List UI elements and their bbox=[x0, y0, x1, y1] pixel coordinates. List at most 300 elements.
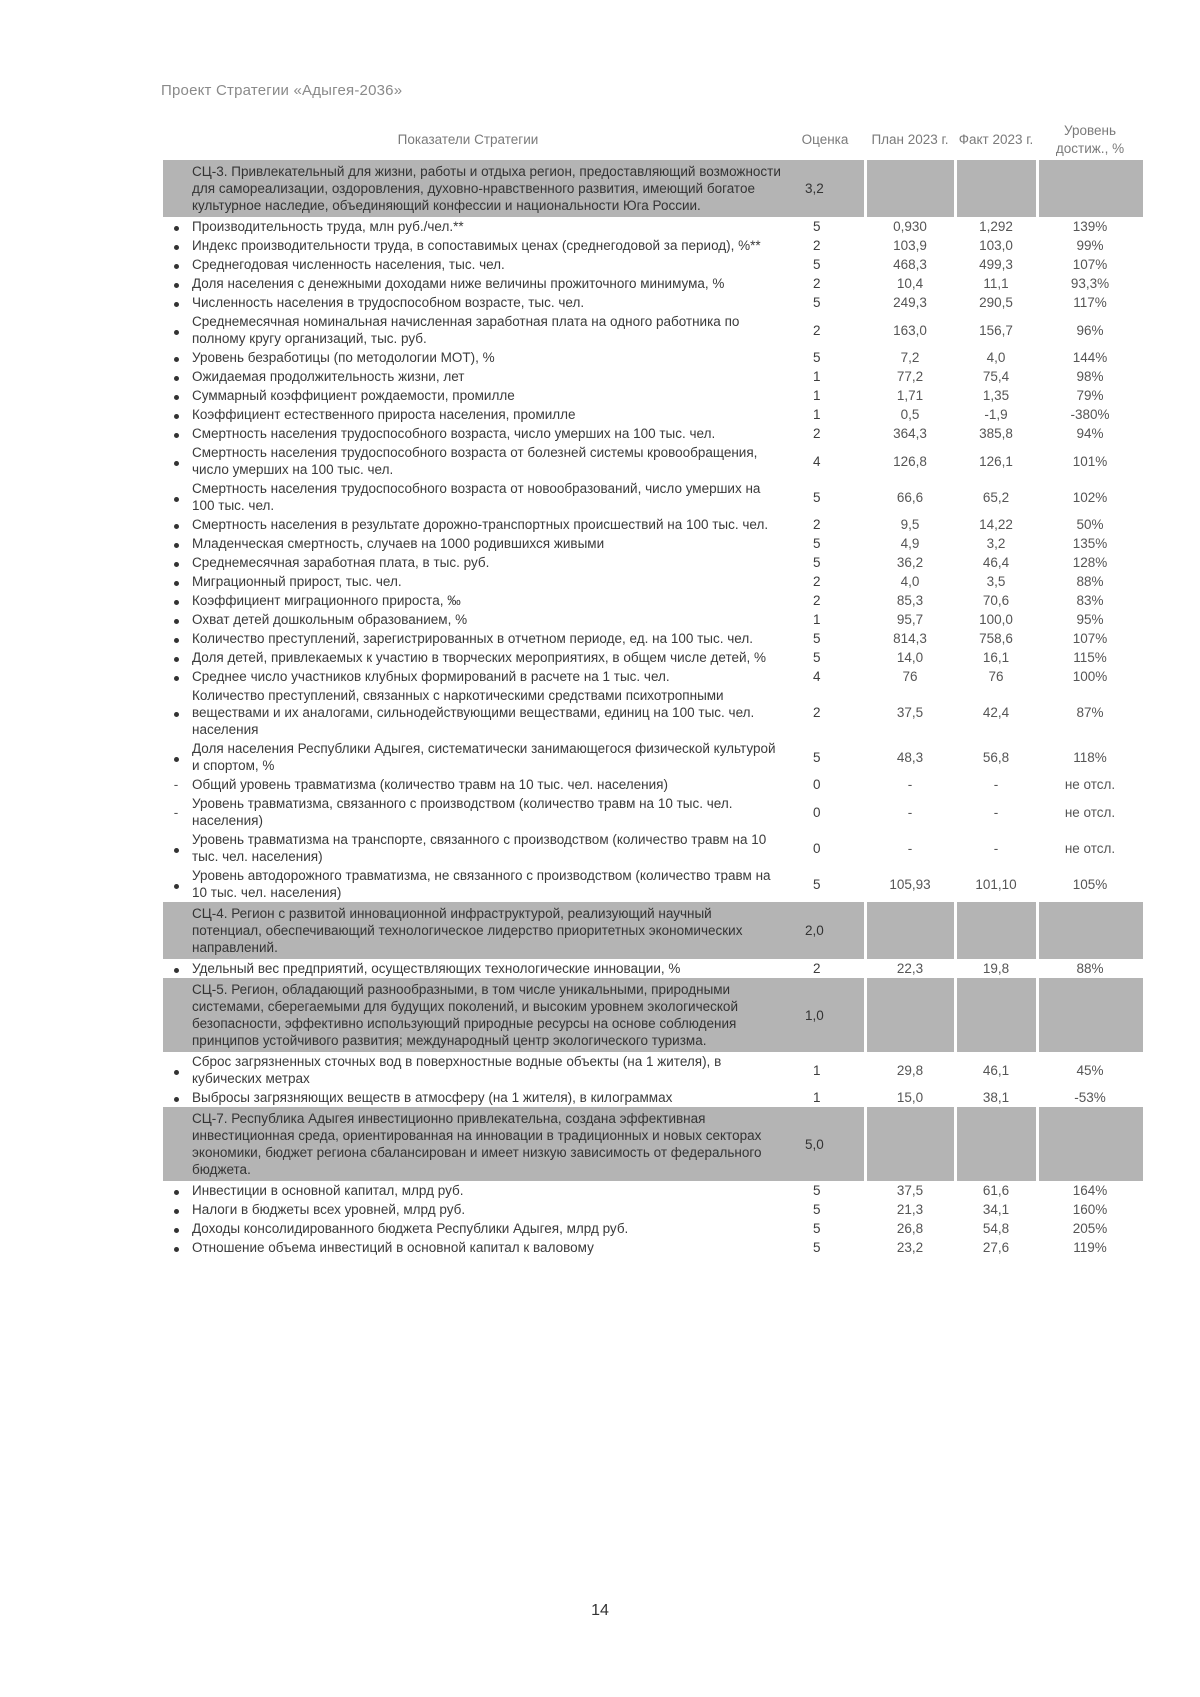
indicator-row bbox=[163, 610, 1143, 629]
table-header-row bbox=[163, 120, 1143, 160]
indicator-score: 4 bbox=[813, 669, 821, 684]
indicator-label: Производительность труда, млн руб./чел.** bbox=[192, 219, 464, 234]
indicator-fact: 290,5 bbox=[979, 295, 1013, 310]
goal-row bbox=[163, 160, 1143, 217]
row-marker-cell bbox=[163, 572, 189, 591]
row-marker-cell bbox=[163, 739, 189, 775]
indicator-score: 2 bbox=[813, 574, 821, 589]
indicator-score: 5 bbox=[813, 536, 821, 551]
indicator-score: 5 bbox=[813, 257, 821, 272]
indicator-fact: 11,1 bbox=[983, 276, 1009, 291]
indicator-fact: 156,7 bbox=[979, 322, 1013, 338]
goal-marker-cell bbox=[163, 1107, 189, 1181]
indicator-level: 99% bbox=[1076, 238, 1104, 253]
indicator-score: 0 bbox=[813, 777, 821, 792]
header-level: Уровень достиж., % bbox=[1055, 123, 1125, 156]
indicator-fact: 3,2 bbox=[986, 536, 1006, 551]
indicator-fact: 499,3 bbox=[979, 257, 1013, 272]
bullet-marker bbox=[174, 968, 179, 973]
bullet-marker bbox=[174, 657, 179, 662]
indicator-fact: 19,8 bbox=[982, 961, 1010, 976]
indicator-plan: - bbox=[907, 804, 913, 820]
indicator-plan: 4,9 bbox=[900, 536, 920, 551]
indicator-level: 50% bbox=[1076, 517, 1104, 532]
indicator-plan: 364,3 bbox=[893, 426, 927, 441]
indicator-plan: 77,2 bbox=[896, 369, 924, 384]
indicator-label: Миграционный прирост, тыс. чел. bbox=[192, 574, 402, 589]
bullet-marker bbox=[174, 884, 179, 889]
indicator-row bbox=[163, 405, 1143, 424]
indicator-plan: 37,5 bbox=[896, 705, 924, 720]
indicator-score: 5 bbox=[813, 1221, 821, 1236]
goal-title: СЦ-5. Регион, обладающий разнообразными, в том числе уникальными, природными системами, сберегаемыми для будущих поколений, и высоким уровнем экологической безопасности, эффективно использующий природные ресурсы на основе соблюдения принципов устойчивого развития; международный центр экологического туризма. bbox=[189, 978, 785, 1052]
indicator-level: 160% bbox=[1072, 1202, 1108, 1217]
indicator-fact: 1,35 bbox=[982, 388, 1010, 403]
row-marker-cell bbox=[163, 648, 189, 667]
indicator-plan: 814,3 bbox=[893, 631, 927, 646]
indicator-score: 1 bbox=[813, 1090, 821, 1105]
strategy-indicators-table bbox=[163, 120, 1143, 1257]
indicator-label: Сброс загрязненных сточных вод в поверхностные водные объекты (на 1 жителя), в кубических метрах bbox=[192, 1054, 722, 1086]
indicator-score: 1 bbox=[813, 407, 821, 422]
indicator-fact: -1,9 bbox=[984, 407, 1008, 422]
indicator-level: 93,3% bbox=[1070, 276, 1110, 291]
table-body bbox=[163, 160, 1143, 1257]
indicator-label: Суммарный коэффициент рождаемости, промилле bbox=[192, 388, 515, 403]
goal-title: СЦ-3. Привлекательный для жизни, работы и отдыха регион, предоставляющий возможности для самореализации, оздоровления, духовно-нравственного развития, имеющий богатое культурное наследие, объединяющий конфессии и национальности Юга России. bbox=[189, 160, 785, 217]
indicator-score: 1 bbox=[813, 1062, 821, 1078]
goal-marker-cell bbox=[163, 160, 189, 217]
bullet-marker bbox=[174, 395, 179, 400]
row-marker-cell bbox=[163, 405, 189, 424]
row-marker-cell bbox=[163, 1088, 189, 1107]
indicator-plan: 7,2 bbox=[900, 350, 920, 365]
row-marker-cell bbox=[163, 255, 189, 274]
indicator-fact: 14,22 bbox=[979, 517, 1013, 532]
indicator-label: Доля населения Республики Адыгея, систематически занимающегося физической культурой и спортом, % bbox=[192, 741, 776, 773]
indicator-plan: - bbox=[907, 777, 913, 792]
row-marker-cell bbox=[163, 293, 189, 312]
indicator-row bbox=[163, 739, 1143, 775]
indicator-plan: 468,3 bbox=[893, 257, 927, 272]
indicator-label: Уровень безработицы (по методологии МОТ), % bbox=[192, 350, 495, 365]
bullet-marker bbox=[174, 376, 179, 381]
document-header: Проект Стратегии «Адыгея-2036» bbox=[161, 82, 403, 99]
indicator-label: Налоги в бюджеты всех уровней, млрд руб. bbox=[192, 1202, 466, 1217]
indicator-plan: 66,6 bbox=[896, 489, 924, 505]
indicator-plan: 36,2 bbox=[896, 555, 924, 570]
indicator-label: Коэффициент миграционного прироста, ‰ bbox=[192, 593, 461, 608]
row-marker-cell bbox=[163, 1181, 189, 1200]
indicator-fact: 54,8 bbox=[982, 1221, 1010, 1236]
row-marker-cell bbox=[163, 775, 189, 794]
header-plan: План 2023 г. bbox=[871, 132, 949, 147]
goal-score: 1,0 bbox=[785, 978, 865, 1052]
row-marker-cell bbox=[163, 794, 189, 830]
indicator-score: 5 bbox=[813, 631, 821, 646]
indicator-row bbox=[163, 1088, 1143, 1107]
indicator-level: 79% bbox=[1076, 388, 1104, 403]
indicator-row bbox=[163, 1052, 1143, 1088]
indicator-level: 144% bbox=[1072, 350, 1108, 365]
indicator-fact: 42,4 bbox=[982, 705, 1010, 720]
indicator-plan: 23,2 bbox=[896, 1240, 924, 1255]
bullet-marker bbox=[174, 619, 179, 624]
row-marker-cell bbox=[163, 830, 189, 866]
indicator-fact: 27,6 bbox=[982, 1240, 1010, 1255]
indicator-label: Общий уровень травматизма (количество травм на 10 тыс. чел. населения) bbox=[192, 777, 668, 792]
row-marker-cell bbox=[163, 1219, 189, 1238]
goal-level-cell bbox=[1037, 978, 1143, 1052]
row-marker-cell bbox=[163, 591, 189, 610]
indicator-row bbox=[163, 515, 1143, 534]
indicator-level: 45% bbox=[1076, 1062, 1104, 1078]
indicator-label: Смертность населения трудоспособного возраста от болезней системы кровообращения, число умерших на 100 тыс. чел. bbox=[192, 445, 758, 477]
indicator-plan: 14,0 bbox=[896, 650, 924, 665]
indicator-row bbox=[163, 1200, 1143, 1219]
indicator-level: 101% bbox=[1072, 453, 1108, 469]
header-fact: Факт 2023 г. bbox=[958, 132, 1034, 147]
bullet-marker bbox=[174, 543, 179, 548]
indicator-label: Удельный вес предприятий, осуществляющих технологические инновации, % bbox=[192, 961, 681, 976]
indicator-score: 5 bbox=[813, 1183, 821, 1198]
indicator-score: 2 bbox=[813, 276, 821, 291]
indicator-level: 95% bbox=[1076, 612, 1104, 627]
indicator-row bbox=[163, 386, 1143, 405]
row-marker-cell bbox=[163, 667, 189, 686]
goal-row bbox=[163, 1107, 1143, 1181]
indicator-score: 2 bbox=[813, 705, 821, 720]
indicator-plan: 15,0 bbox=[896, 1090, 924, 1105]
indicator-plan: 126,8 bbox=[893, 453, 927, 469]
bullet-marker bbox=[174, 1247, 179, 1252]
indicator-row bbox=[163, 794, 1143, 830]
indicator-row bbox=[163, 274, 1143, 293]
indicator-row bbox=[163, 424, 1143, 443]
indicator-level: 88% bbox=[1076, 961, 1104, 976]
row-marker-cell bbox=[163, 1052, 189, 1088]
indicator-plan: 26,8 bbox=[896, 1221, 924, 1236]
goal-marker-cell bbox=[163, 902, 189, 959]
indicator-row bbox=[163, 1219, 1143, 1238]
bullet-marker bbox=[174, 1190, 179, 1195]
indicator-score: 5 bbox=[813, 749, 821, 765]
indicator-plan: 85,3 bbox=[896, 593, 924, 608]
row-marker-cell bbox=[163, 534, 189, 553]
indicator-row bbox=[163, 648, 1143, 667]
row-marker-cell bbox=[163, 959, 189, 978]
bullet-marker bbox=[174, 264, 179, 269]
indicator-fact: 758,6 bbox=[979, 631, 1013, 646]
indicator-plan: 29,8 bbox=[896, 1062, 924, 1078]
row-marker-cell bbox=[163, 866, 189, 902]
bullet-marker bbox=[174, 357, 179, 362]
bullet-marker bbox=[174, 581, 179, 586]
indicator-plan: 103,9 bbox=[893, 238, 927, 253]
indicator-plan: 0,930 bbox=[893, 219, 927, 234]
row-marker-cell bbox=[163, 610, 189, 629]
indicator-plan: 249,3 bbox=[893, 295, 927, 310]
indicator-label: Охват детей дошкольным образованием, % bbox=[192, 612, 468, 627]
goal-score: 5,0 bbox=[785, 1107, 865, 1181]
indicator-row bbox=[163, 367, 1143, 386]
indicator-level: 119% bbox=[1073, 1240, 1107, 1255]
indicator-label: Уровень автодорожного травматизма, не связанного с производством (количество травм на 10 тыс. чел. населения) bbox=[192, 868, 771, 900]
indicator-row bbox=[163, 572, 1143, 591]
indicator-level: 139% bbox=[1072, 219, 1108, 234]
dash-marker: - bbox=[173, 804, 179, 820]
indicator-level: 105% bbox=[1072, 876, 1108, 892]
indicator-row bbox=[163, 293, 1143, 312]
indicator-label: Уровень травматизма, связанного с производством (количество травм на 10 тыс. чел. населения) bbox=[192, 796, 733, 828]
indicator-plan: 21,3 bbox=[896, 1202, 924, 1217]
indicator-score: 4 bbox=[813, 453, 821, 469]
indicator-label: Индекс производительности труда, в сопоставимых ценах (среднегодовой за период), %** bbox=[192, 238, 761, 253]
indicator-score: 5 bbox=[813, 876, 821, 892]
indicator-level: не отсл. bbox=[1064, 840, 1116, 856]
indicator-row bbox=[163, 629, 1143, 648]
indicator-row bbox=[163, 1181, 1143, 1200]
indicator-score: 2 bbox=[813, 593, 821, 608]
indicator-row bbox=[163, 866, 1143, 902]
indicator-row bbox=[163, 443, 1143, 479]
bullet-marker bbox=[174, 1209, 179, 1214]
indicator-level: 128% bbox=[1072, 555, 1108, 570]
indicator-level: 94% bbox=[1076, 426, 1104, 441]
indicator-level: 83% bbox=[1076, 593, 1104, 608]
indicator-score: 2 bbox=[813, 961, 821, 976]
row-marker-cell bbox=[163, 686, 189, 739]
indicator-fact: 16,1 bbox=[982, 650, 1010, 665]
indicator-label: Коэффициент естественного прироста населения, промилле bbox=[192, 407, 576, 422]
indicator-level: 100% bbox=[1072, 669, 1108, 684]
indicator-plan: 22,3 bbox=[896, 961, 924, 976]
indicator-level: 164% bbox=[1072, 1183, 1108, 1198]
indicator-fact: 1,292 bbox=[979, 219, 1013, 234]
goal-fact-cell bbox=[955, 160, 1037, 217]
bullet-marker bbox=[174, 757, 179, 762]
indicator-label: Количество преступлений, зарегистрированных в отчетном периоде, ед. на 100 тыс. чел. bbox=[192, 631, 753, 646]
bullet-marker bbox=[174, 1228, 179, 1233]
indicator-plan: 4,0 bbox=[900, 574, 920, 589]
bullet-marker bbox=[174, 226, 179, 231]
indicator-level: 102% bbox=[1072, 489, 1108, 505]
indicator-score: 5 bbox=[813, 555, 821, 570]
indicator-row bbox=[163, 348, 1143, 367]
indicator-row bbox=[163, 312, 1143, 348]
indicator-score: 5 bbox=[813, 650, 821, 665]
row-marker-cell bbox=[163, 367, 189, 386]
row-marker-cell bbox=[163, 479, 189, 515]
row-marker-cell bbox=[163, 629, 189, 648]
indicator-row bbox=[163, 591, 1143, 610]
indicator-plan: - bbox=[907, 840, 913, 856]
indicator-label: Ожидаемая продолжительность жизни, лет bbox=[192, 369, 465, 384]
indicator-fact: 126,1 bbox=[979, 453, 1013, 469]
indicator-score: 5 bbox=[813, 489, 821, 505]
bullet-marker bbox=[174, 638, 179, 643]
bullet-marker bbox=[174, 1097, 179, 1102]
goal-plan-cell bbox=[865, 902, 955, 959]
goal-row bbox=[163, 978, 1143, 1052]
page-number: 14 bbox=[591, 1602, 609, 1619]
indicator-score: 5 bbox=[813, 295, 821, 310]
indicator-label: Смертность населения трудоспособного возраста от новообразований, число умерших на 100 тыс. чел. bbox=[192, 481, 761, 513]
indicator-label: Среднегодовая численность населения, тыс. чел. bbox=[192, 257, 505, 272]
indicator-level: 107% bbox=[1072, 631, 1108, 646]
indicator-level: 117% bbox=[1073, 295, 1107, 310]
bullet-marker bbox=[174, 245, 179, 250]
indicator-fact: 38,1 bbox=[982, 1090, 1010, 1105]
indicator-score: 2 bbox=[813, 517, 821, 532]
indicator-row bbox=[163, 534, 1143, 553]
dash-marker: - bbox=[173, 777, 179, 792]
bullet-marker bbox=[174, 283, 179, 288]
row-marker-cell bbox=[163, 553, 189, 572]
indicator-score: 1 bbox=[813, 388, 821, 403]
indicator-fact: 46,1 bbox=[982, 1062, 1010, 1078]
row-marker-cell bbox=[163, 386, 189, 405]
indicator-plan: 0,5 bbox=[900, 407, 920, 422]
row-marker-cell bbox=[163, 274, 189, 293]
bullet-marker bbox=[174, 461, 179, 466]
indicator-label: Количество преступлений, связанных с наркотическими средствами психотропными веществами и их аналогами, сильнодействующими веществами, единиц на 100 тыс. чел. населения bbox=[192, 688, 755, 737]
indicator-fact: 76 bbox=[988, 669, 1004, 684]
indicator-label: Среднемесячная заработная плата, в тыс. руб. bbox=[192, 555, 490, 570]
indicator-level: 87% bbox=[1076, 705, 1104, 720]
goal-plan-cell bbox=[865, 160, 955, 217]
indicator-label: Отношение объема инвестиций в основной капитал к валовому bbox=[192, 1240, 594, 1255]
indicator-label: Среднее число участников клубных формирований в расчете на 1 тыс. чел. bbox=[192, 669, 670, 684]
row-marker-cell bbox=[163, 515, 189, 534]
indicator-fact: 61,6 bbox=[982, 1183, 1010, 1198]
bullet-marker bbox=[174, 524, 179, 529]
row-marker-cell bbox=[163, 236, 189, 255]
indicator-level: 88% bbox=[1076, 574, 1104, 589]
indicator-fact: 34,1 bbox=[982, 1202, 1010, 1217]
goal-row bbox=[163, 902, 1143, 959]
indicator-label: Доля детей, привлекаемых к участию в творческих мероприятиях, в общем числе детей, % bbox=[192, 650, 767, 665]
indicator-row bbox=[163, 775, 1143, 794]
bullet-marker bbox=[174, 414, 179, 419]
indicator-score: 5 bbox=[813, 1240, 821, 1255]
indicator-row bbox=[163, 686, 1143, 739]
header-marker-cell bbox=[163, 120, 189, 160]
indicator-fact: 46,4 bbox=[982, 555, 1010, 570]
indicator-level: 118% bbox=[1073, 749, 1107, 765]
indicator-score: 5 bbox=[813, 219, 821, 234]
indicator-fact: 70,6 bbox=[982, 593, 1010, 608]
indicator-level: 205% bbox=[1072, 1221, 1108, 1236]
indicator-row bbox=[163, 667, 1143, 686]
bullet-marker bbox=[174, 1070, 179, 1075]
indicator-plan: 163,0 bbox=[893, 322, 927, 338]
indicator-score: 2 bbox=[813, 238, 821, 253]
indicator-row bbox=[163, 1238, 1143, 1257]
indicator-level: -380% bbox=[1070, 407, 1110, 422]
bullet-marker bbox=[174, 433, 179, 438]
indicator-label: Младенческая смертность, случаев на 1000 родившихся живыми bbox=[192, 536, 605, 551]
indicator-level: 135% bbox=[1072, 536, 1108, 551]
indicator-score: 0 bbox=[813, 804, 821, 820]
indicator-plan: 9,5 bbox=[900, 517, 920, 532]
bullet-marker bbox=[174, 676, 179, 681]
indicator-row bbox=[163, 217, 1143, 236]
indicator-score: 5 bbox=[813, 350, 821, 365]
indicator-score: 1 bbox=[813, 612, 821, 627]
goal-score: 2,0 bbox=[785, 902, 865, 959]
row-marker-cell bbox=[163, 312, 189, 348]
indicator-fact: - bbox=[993, 840, 999, 856]
indicator-fact: 3,5 bbox=[986, 574, 1006, 589]
indicator-plan: 48,3 bbox=[896, 749, 924, 765]
indicator-row bbox=[163, 553, 1143, 572]
indicator-label: Инвестиции в основной капитал, млрд руб. bbox=[192, 1183, 464, 1198]
bullet-marker bbox=[174, 562, 179, 567]
indicator-fact: 100,0 bbox=[979, 612, 1013, 627]
header-indicator: Показатели Стратегии bbox=[397, 132, 539, 147]
indicator-fact: 101,10 bbox=[975, 876, 1017, 892]
bullet-marker bbox=[174, 497, 179, 502]
bullet-marker bbox=[174, 712, 179, 717]
indicator-label: Среднемесячная номинальная начисленная заработная плата на одного работника по полному кругу организаций, тыс. руб. bbox=[192, 314, 740, 346]
indicator-fact: 4,0 bbox=[986, 350, 1006, 365]
indicator-row bbox=[163, 236, 1143, 255]
indicator-plan: 95,7 bbox=[896, 612, 924, 627]
bullet-marker bbox=[174, 330, 179, 335]
indicator-plan: 105,93 bbox=[889, 876, 931, 892]
row-marker-cell bbox=[163, 217, 189, 236]
indicator-score: 0 bbox=[813, 840, 821, 856]
goal-marker-cell bbox=[163, 978, 189, 1052]
goal-level-cell bbox=[1037, 1107, 1143, 1181]
header-score: Оценка bbox=[801, 132, 849, 147]
indicator-fact: - bbox=[993, 777, 999, 792]
goal-level-cell bbox=[1037, 902, 1143, 959]
indicator-level: 96% bbox=[1076, 322, 1104, 338]
indicator-fact: 75,4 bbox=[982, 369, 1010, 384]
indicator-level: 115% bbox=[1073, 650, 1107, 665]
indicator-plan: 37,5 bbox=[896, 1183, 924, 1198]
indicator-label: Доля населения с денежными доходами ниже величины прожиточного минимума, % bbox=[192, 276, 725, 291]
row-marker-cell bbox=[163, 348, 189, 367]
indicator-label: Уровень травматизма на транспорте, связанного с производством (количество травм на 10 тыс. чел. населения) bbox=[192, 832, 767, 864]
indicator-score: 2 bbox=[813, 426, 821, 441]
bullet-marker bbox=[174, 600, 179, 605]
indicator-row bbox=[163, 255, 1143, 274]
indicator-row bbox=[163, 959, 1143, 978]
indicator-label: Доходы консолидированного бюджета Республики Адыгея, млрд руб. bbox=[192, 1221, 629, 1236]
row-marker-cell bbox=[163, 424, 189, 443]
indicator-label: Смертность населения трудоспособного возраста, число умерших на 100 тыс. чел. bbox=[192, 426, 716, 441]
goal-title: СЦ-4. Регион с развитой инновационной инфраструктурой, реализующий научный потенциал, обеспечивающий технологическое лидерство приоритетных экономических направлений. bbox=[189, 902, 785, 959]
indicator-score: 1 bbox=[813, 369, 821, 384]
indicator-plan: 1,71 bbox=[896, 388, 924, 403]
indicator-fact: 385,8 bbox=[979, 426, 1013, 441]
indicator-score: 5 bbox=[813, 1202, 821, 1217]
goal-fact-cell bbox=[955, 978, 1037, 1052]
indicator-fact: 103,0 bbox=[979, 238, 1013, 253]
goal-fact-cell bbox=[955, 902, 1037, 959]
row-marker-cell bbox=[163, 1200, 189, 1219]
indicator-level: -53% bbox=[1074, 1090, 1106, 1105]
bullet-marker bbox=[174, 302, 179, 307]
indicator-fact: 56,8 bbox=[982, 749, 1010, 765]
indicator-plan: 10,4 bbox=[896, 276, 924, 291]
row-marker-cell bbox=[163, 443, 189, 479]
indicator-level: не отсл. bbox=[1064, 804, 1116, 820]
indicator-fact: - bbox=[993, 804, 999, 820]
